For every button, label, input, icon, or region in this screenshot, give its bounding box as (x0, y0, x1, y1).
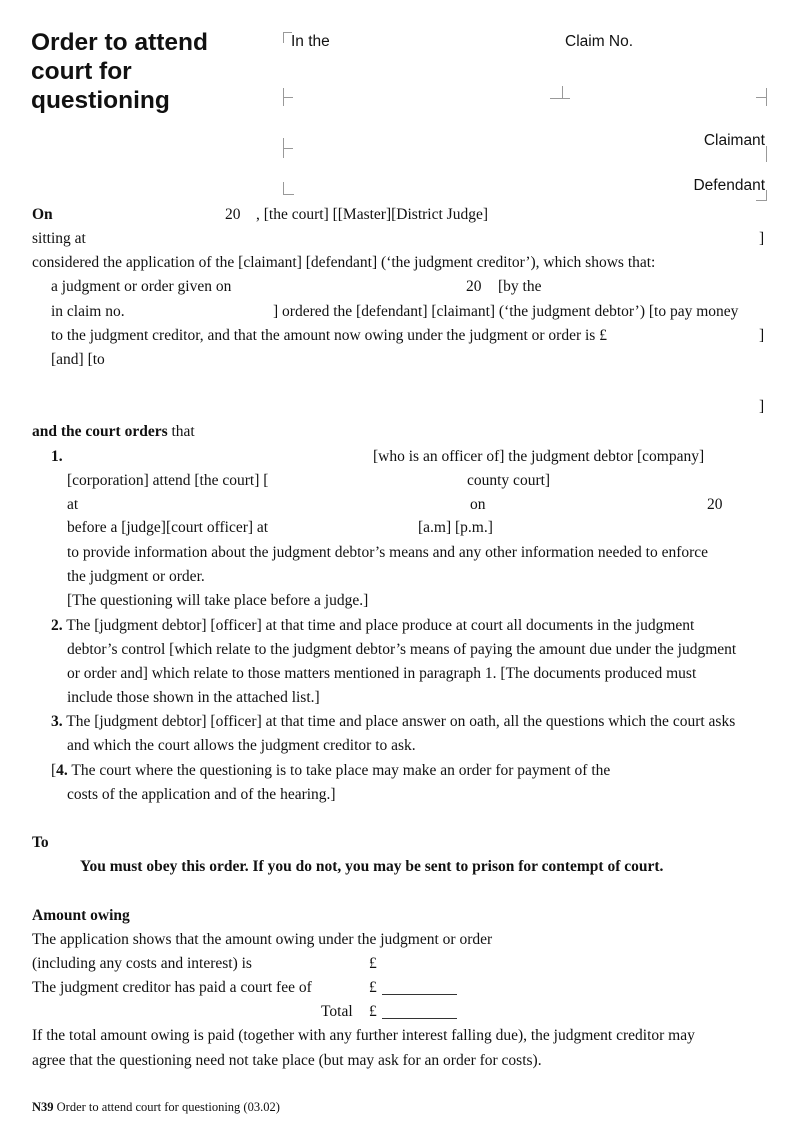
considered-text: considered the application of the [claimant] [defendant] (‘the judgment creditor’), which shows that: (32, 254, 656, 271)
corner-mark (283, 148, 293, 149)
ordered-text: ] ordered the [defendant] [claimant] (‘the judgment debtor’) [to pay money (273, 303, 739, 320)
corporation-text: [corporation] attend [the court] [ (67, 472, 269, 489)
court-name-label: In the (291, 33, 330, 50)
defendant-label: Defendant (693, 177, 765, 194)
warning-text: You must obey this order. If you do not, you may be sent to prison for contempt of court. (80, 858, 664, 875)
by-the: [by the (498, 278, 542, 295)
paragraph-4-line: costs of the application and of the hearing.] (67, 786, 336, 803)
on-label: on (470, 496, 486, 513)
court-text: , [the court] [[Master][District Judge] (256, 206, 488, 223)
corner-mark (283, 182, 294, 195)
total-field[interactable] (382, 1004, 457, 1024)
claim-no-label: Claim No. (565, 33, 634, 50)
amount-line: (including any costs and interest) is (32, 955, 252, 972)
year-prefix: 20 (707, 496, 723, 513)
paragraph-number: 1. (51, 448, 63, 465)
court-fee-field[interactable] (382, 980, 457, 1000)
pound-sign: £ (369, 955, 377, 972)
paragraph-2: 2. The [judgment debtor] [officer] at that time and place produce at court all documents in the judgment (51, 617, 695, 634)
amount-line: The application shows that the amount owing under the judgment or order (32, 931, 493, 948)
total-label: Total (321, 1003, 353, 1020)
bracket: ] (759, 327, 765, 344)
enforce-text: the judgment or order. (67, 568, 205, 585)
year-prefix: 20 (466, 278, 482, 295)
footer: N39 Order to attend court for questioning (03.02) (32, 1100, 280, 1114)
paragraph-2-line: or order and] which relate to those matters mentioned in paragraph 1. [The documents produced must (67, 665, 697, 682)
paragraph-3-line: and which the court allows the judgment creditor to ask. (67, 737, 416, 754)
pound-sign: £ (369, 979, 377, 996)
provide-text: to provide information about the judgment debtor’s means and any other information needed to enforce (67, 544, 709, 561)
judgment-given: a judgment or order given on (51, 278, 232, 295)
officer-text: [who is an officer of] the judgment debtor [company] (373, 448, 705, 465)
amount-heading: Amount owing (32, 907, 130, 924)
county-court-text: county court] (467, 472, 551, 489)
orders-heading: and the court orders that (32, 423, 195, 440)
on-label: On (32, 206, 53, 223)
at-label: at (67, 496, 79, 513)
court-fee-line: The judgment creditor has paid a court fee of (32, 979, 312, 996)
bracket: ] (759, 398, 765, 415)
am-pm-text: [a.m] [p.m.] (418, 519, 493, 536)
paragraph-4: [4. The court where the questioning is to take place may make an order for payment of the (51, 762, 611, 779)
corner-mark (283, 97, 293, 98)
paragraph-2-line: debtor’s control [which relate to the judgment debtor’s means of paying the amount due under the judgment (67, 641, 737, 658)
before-text: before a [judge][court officer] at (67, 519, 269, 536)
corner-mark (550, 98, 570, 99)
to-creditor-text: to the judgment creditor, and that the amount now owing under the judgment or order is £ (51, 327, 607, 344)
corner-mark (562, 86, 563, 98)
to-label: To (32, 834, 49, 851)
note-line: agree that the questioning need not take place (but may ask for an order for costs). (32, 1052, 542, 1069)
paragraph-2-line: include those shown in the attached list.] (67, 689, 320, 706)
year-prefix: 20 (225, 206, 241, 223)
claimant-label: Claimant (703, 132, 765, 149)
corner-mark (756, 97, 766, 98)
form-title: Order to attend court for questioning (31, 29, 208, 114)
note-line: If the total amount owing is paid (together with any further interest falling due), the judgment creditor may (32, 1027, 695, 1044)
and-to: [and] [to (51, 351, 105, 368)
judge-text: [The questioning will take place before a judge.] (67, 592, 369, 609)
pound-sign: £ (369, 1003, 377, 1020)
paragraph-3: 3. The [judgment debtor] [officer] at that time and place answer on oath, all the questions which the court asks (51, 713, 736, 730)
bracket: ] (759, 230, 765, 247)
sitting-at: sitting at (32, 230, 86, 247)
in-claim-no: in claim no. (51, 303, 125, 320)
